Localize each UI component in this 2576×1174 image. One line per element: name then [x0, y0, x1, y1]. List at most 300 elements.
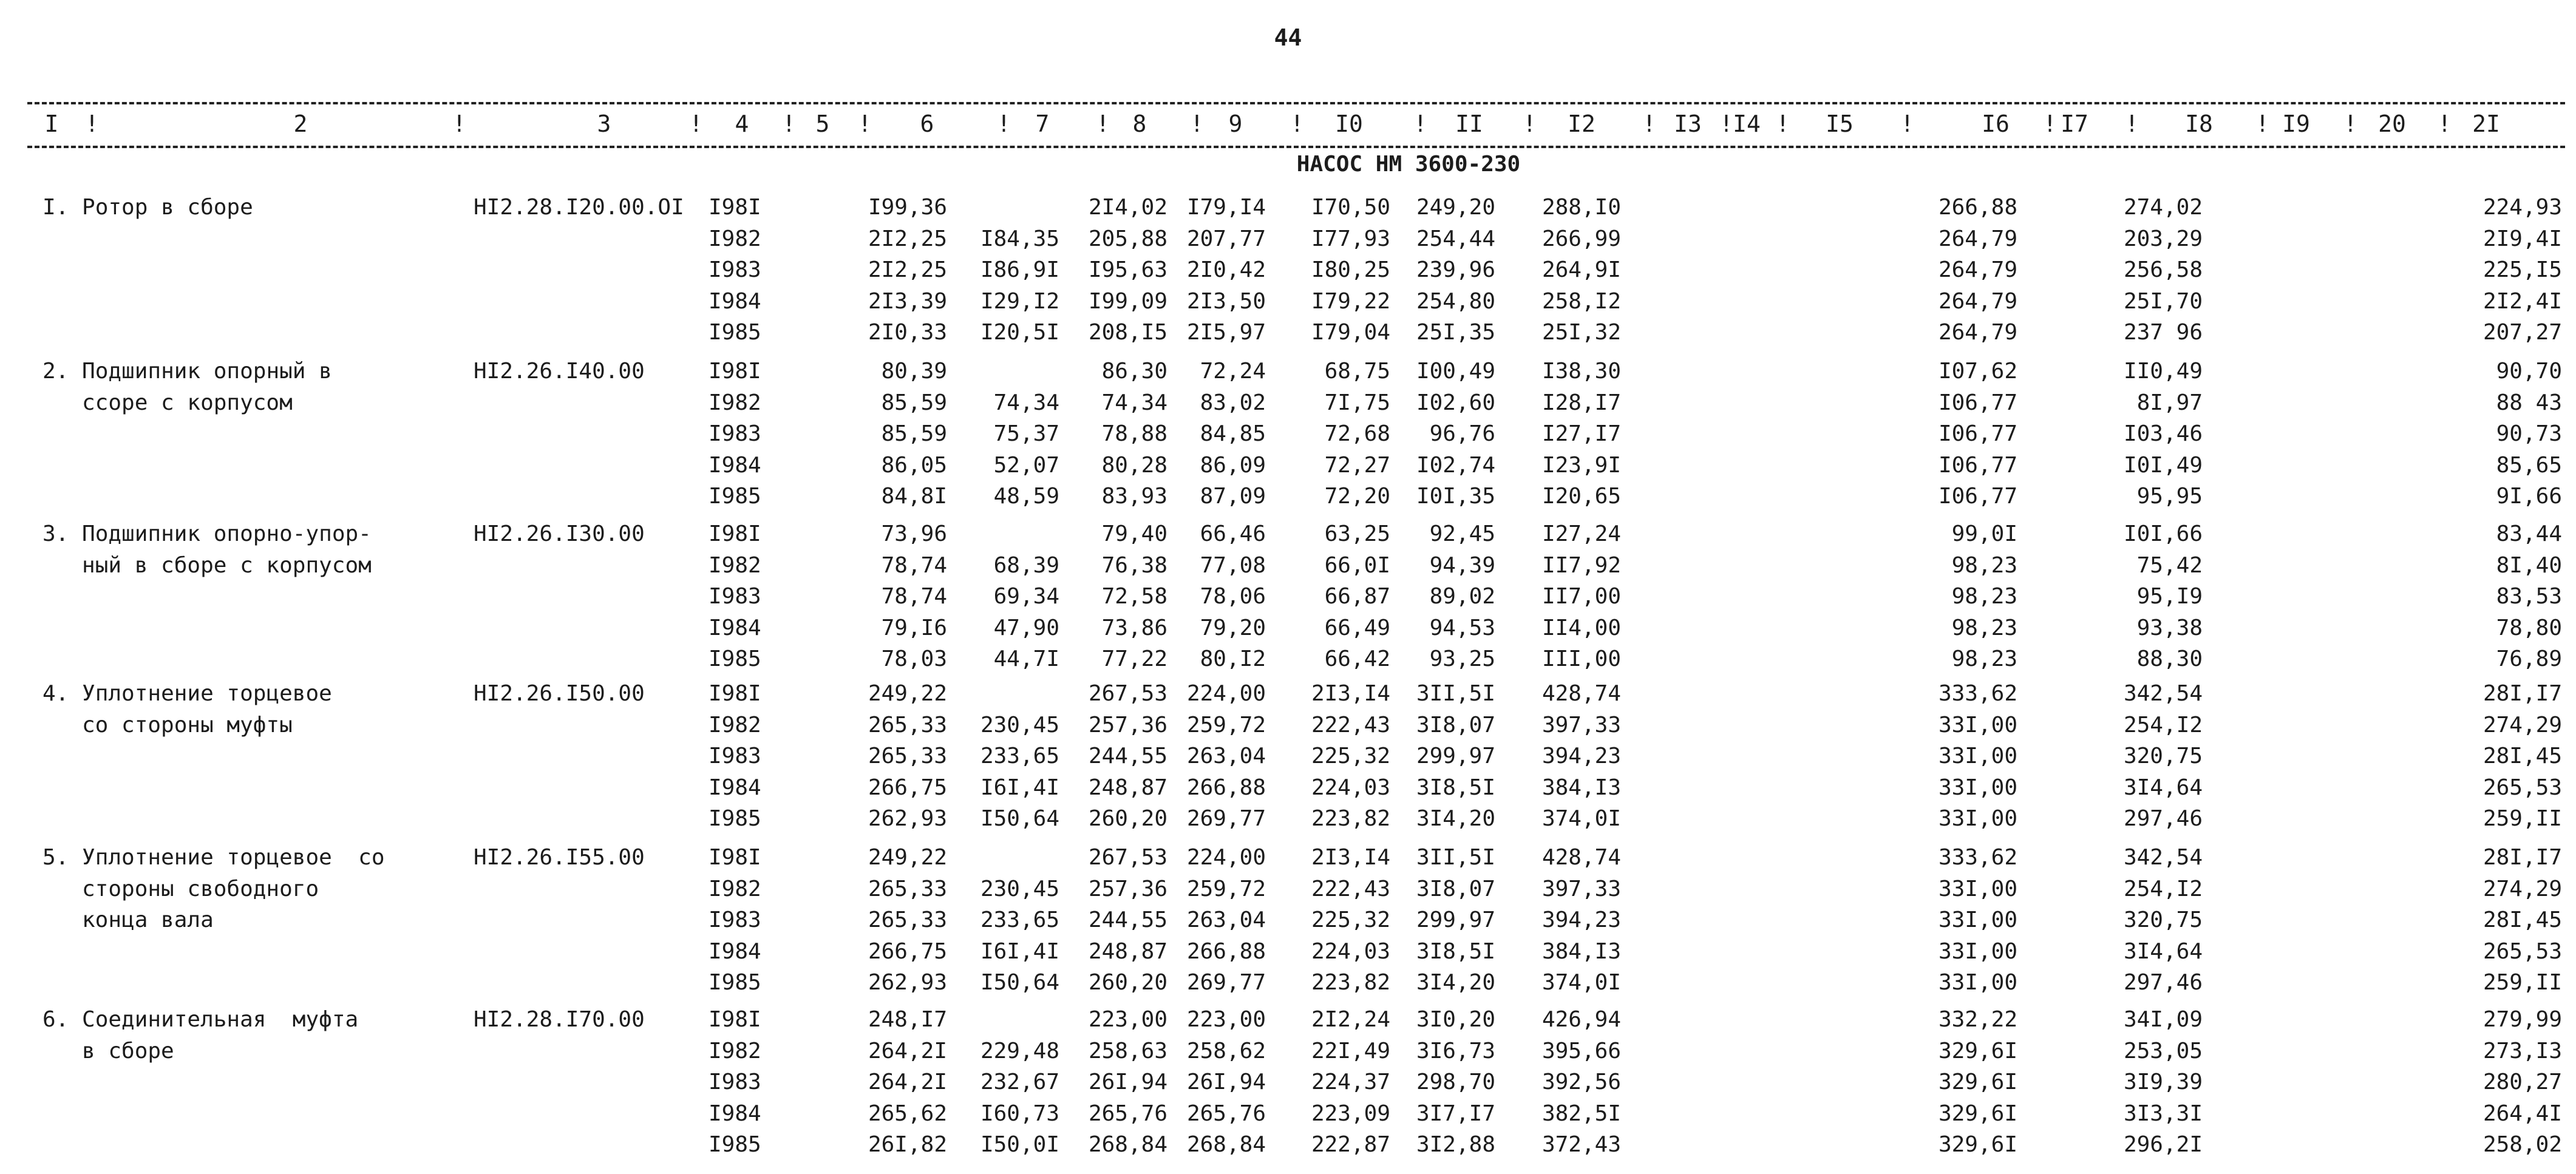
column-separator: !	[689, 110, 703, 137]
cell-c12: II7,00	[1541, 584, 1621, 609]
cell-c11: 3I4,20	[1416, 970, 1495, 995]
column-header-5: 5	[815, 110, 830, 137]
cell-c18: 25I,70	[2123, 288, 2203, 314]
cell-c12: I23,9I	[1541, 452, 1621, 478]
cell-c10: 224,03	[1311, 775, 1390, 800]
cell-c16: 98,23	[1951, 584, 2017, 609]
cell-c21: 2I2,4I	[2483, 288, 2562, 314]
cell-c9: 265,76	[1186, 1101, 1266, 1126]
cell-c12: I27,I7	[1541, 421, 1621, 446]
column-separator: !	[1776, 110, 1790, 137]
column-header-4: 4	[735, 110, 749, 137]
cell-c11: 93,25	[1429, 646, 1495, 671]
cell-c10: 2I2,24	[1311, 1007, 1390, 1032]
cell-c18: I0I,49	[2123, 452, 2203, 478]
cell-c8: 72,58	[1101, 584, 1167, 609]
cell-c10: 72,27	[1324, 452, 1390, 478]
item-code: HI2.28.I70.00	[474, 1007, 645, 1032]
cell-c6: 249,22	[868, 845, 947, 870]
cell-c10: 222,87	[1311, 1132, 1390, 1157]
row-year: I98I	[709, 845, 761, 870]
cell-c12: II4,00	[1541, 615, 1621, 640]
cell-c18: 297,46	[2123, 806, 2203, 831]
cell-c16: 99,0I	[1951, 521, 2017, 546]
cell-c9: 266,88	[1186, 938, 1266, 964]
row-year: I984	[709, 775, 761, 800]
cell-c16: I07,62	[1938, 359, 2017, 384]
cell-c6: 2I0,33	[868, 320, 947, 345]
cell-c10: 66,87	[1324, 584, 1390, 609]
cell-c11: I0I,35	[1416, 484, 1495, 509]
cell-c6: 262,93	[868, 806, 947, 831]
cell-c11: 298,70	[1416, 1070, 1495, 1094]
cell-c6: 80,39	[881, 359, 947, 384]
cell-c12: 384,I3	[1541, 775, 1621, 800]
cell-c12: 25I,32	[1541, 320, 1621, 345]
cell-c10: 225,32	[1311, 744, 1390, 769]
cell-c16: I06,77	[1938, 421, 2017, 446]
cell-c18: 274,02	[2123, 195, 2203, 220]
cell-c21: 2I9,4I	[2483, 226, 2562, 251]
cell-c18: 93,38	[2136, 615, 2203, 640]
cell-c11: 25I,35	[1416, 320, 1495, 345]
cell-c12: 374,0I	[1541, 970, 1621, 995]
cell-c10: I77,93	[1311, 226, 1390, 251]
cell-c8: I95,63	[1088, 257, 1167, 282]
cell-c10: 222,43	[1311, 876, 1390, 901]
cell-c21: 88 43	[2496, 390, 2562, 415]
cell-c11: 94,53	[1429, 615, 1495, 640]
cell-c8: 265,76	[1088, 1101, 1167, 1126]
column-header-18: I8	[2185, 110, 2213, 137]
cell-c8: 77,22	[1101, 646, 1167, 671]
column-separator: !	[1523, 110, 1537, 137]
column-separator: !	[1642, 110, 1656, 137]
row-year: I983	[709, 1070, 761, 1094]
row-year: I984	[709, 452, 761, 478]
cell-c21: 259,II	[2483, 806, 2562, 831]
cell-c18: 254,I2	[2123, 876, 2203, 901]
cell-c11: 3I0,20	[1416, 1007, 1495, 1032]
cell-c6: 73,96	[881, 521, 947, 546]
cell-c6: 78,03	[881, 646, 947, 671]
cell-c10: I70,50	[1311, 195, 1390, 220]
cell-c21: 207,27	[2483, 320, 2562, 345]
row-year: I983	[709, 584, 761, 609]
cell-c6: 265,33	[868, 712, 947, 738]
cell-c16: 264,79	[1938, 288, 2017, 314]
cell-c11: 3I8,5I	[1416, 938, 1495, 964]
cell-c11: 94,39	[1429, 552, 1495, 578]
row-year: I98I	[709, 359, 761, 384]
cell-c18: 254,I2	[2123, 712, 2203, 738]
cell-c18: 342,54	[2123, 845, 2203, 870]
cell-c18: 237 96	[2123, 320, 2203, 345]
cell-c21: 259,II	[2483, 970, 2562, 995]
cell-c12: 288,I0	[1541, 195, 1621, 220]
cell-c21: 225,I5	[2483, 257, 2562, 282]
cell-c9: 266,88	[1186, 775, 1266, 800]
column-header-14: I4	[1733, 110, 1761, 137]
cell-c9: 263,04	[1186, 744, 1266, 769]
cell-c6: 26I,82	[868, 1132, 947, 1157]
row-year: I98I	[709, 521, 761, 546]
row-year: I98I	[709, 1007, 761, 1032]
cell-c6: 78,74	[881, 552, 947, 578]
cell-c12: 428,74	[1541, 845, 1621, 870]
cell-c8: 260,20	[1088, 806, 1167, 831]
column-header-19: I9	[2282, 110, 2310, 137]
cell-c18: 296,2I	[2123, 1132, 2203, 1157]
column-header-8: 8	[1132, 110, 1147, 137]
cell-c8: 248,87	[1088, 938, 1167, 964]
cell-c6: 262,93	[868, 970, 947, 995]
cell-c6: 86,05	[881, 452, 947, 478]
cell-c11: 3I8,5I	[1416, 775, 1495, 800]
cell-c8: 76,38	[1101, 552, 1167, 578]
cell-c21: 280,27	[2483, 1070, 2562, 1094]
cell-c12: 392,56	[1541, 1070, 1621, 1094]
column-header-12: I2	[1568, 110, 1596, 137]
cell-c12: 394,23	[1541, 744, 1621, 769]
cell-c12: III,00	[1541, 646, 1621, 671]
cell-c21: 8I,40	[2496, 552, 2562, 578]
cell-c9: 2I3,50	[1186, 288, 1266, 314]
cell-c18: 256,58	[2123, 257, 2203, 282]
cell-c10: 66,0I	[1324, 552, 1390, 578]
cell-c11: 299,97	[1416, 908, 1495, 932]
row-year: I983	[709, 257, 761, 282]
row-year: I985	[709, 806, 761, 831]
cell-c6: 249,22	[868, 681, 947, 706]
row-year: I982	[709, 226, 761, 251]
row-year: I985	[709, 646, 761, 671]
cell-c16: 329,6I	[1938, 1132, 2017, 1157]
column-separator: !	[858, 110, 872, 137]
cell-c21: 90,70	[2496, 359, 2562, 384]
cell-c8: 73,86	[1101, 615, 1167, 640]
cell-c7: I86,9I	[980, 257, 1059, 282]
cell-c10: I79,04	[1311, 320, 1390, 345]
cell-c7: I50,64	[980, 970, 1059, 995]
cell-c18: 3I9,39	[2123, 1070, 2203, 1094]
row-year: I985	[709, 1132, 761, 1157]
cell-c16: 264,79	[1938, 226, 2017, 251]
cell-c11: I02,74	[1416, 452, 1495, 478]
cell-c9: 2I5,97	[1186, 320, 1266, 345]
cell-c16: 329,6I	[1938, 1038, 2017, 1064]
cell-c9: 77,08	[1200, 552, 1266, 578]
cell-c9: 2I0,42	[1186, 257, 1266, 282]
item-name-line: со стороны муфты	[82, 712, 293, 738]
cell-c6: 266,75	[868, 775, 947, 800]
column-separator: !	[1190, 110, 1204, 137]
column-separator: !	[452, 110, 466, 137]
cell-c9: 258,62	[1186, 1038, 1266, 1064]
column-separator: !	[1413, 110, 1427, 137]
cell-c9: 224,00	[1186, 845, 1266, 870]
cell-c21: 224,93	[2483, 195, 2562, 220]
cell-c16: 33I,00	[1938, 908, 2017, 932]
item-code: HI2.26.I30.00	[474, 521, 645, 546]
page-number: 44	[1274, 24, 1302, 51]
cell-c8: 267,53	[1088, 681, 1167, 706]
cell-c10: 72,20	[1324, 484, 1390, 509]
column-header-10: I0	[1335, 110, 1363, 137]
cell-c16: 33I,00	[1938, 775, 2017, 800]
cell-c21: 83,44	[2496, 521, 2562, 546]
cell-c18: 320,75	[2123, 908, 2203, 932]
cell-c7: 44,7I	[993, 646, 1059, 671]
cell-c9: 259,72	[1186, 712, 1266, 738]
cell-c11: I00,49	[1416, 359, 1495, 384]
cell-c9: 26I,94	[1186, 1070, 1266, 1094]
cell-c11: 92,45	[1429, 521, 1495, 546]
column-separator: !	[2125, 110, 2139, 137]
cell-c7: I60,73	[980, 1101, 1059, 1126]
cell-c10: I79,22	[1311, 288, 1390, 314]
cell-c10: 66,49	[1324, 615, 1390, 640]
cell-c8: 268,84	[1088, 1132, 1167, 1157]
cell-c9: I79,I4	[1186, 195, 1266, 220]
cell-c7: 47,90	[993, 615, 1059, 640]
cell-c11: 3I2,88	[1416, 1132, 1495, 1157]
cell-c18: I03,46	[2123, 421, 2203, 446]
cell-c10: 72,68	[1324, 421, 1390, 446]
row-year: I984	[709, 938, 761, 964]
cell-c11: 96,76	[1429, 421, 1495, 446]
cell-c6: 265,62	[868, 1101, 947, 1126]
cell-c16: 329,6I	[1938, 1101, 2017, 1126]
cell-c7: I20,5I	[980, 320, 1059, 345]
cell-c7: I84,35	[980, 226, 1059, 251]
cell-c18: 3I4,64	[2123, 938, 2203, 964]
cell-c21: 76,89	[2496, 646, 2562, 671]
cell-c6: 264,2I	[868, 1038, 947, 1064]
cell-c7: I50,64	[980, 806, 1059, 831]
row-year: I985	[709, 484, 761, 509]
cell-c6: 265,33	[868, 908, 947, 932]
cell-c12: 395,66	[1541, 1038, 1621, 1064]
column-header-1: I	[44, 110, 59, 137]
cell-c7: 229,48	[980, 1038, 1059, 1064]
cell-c16: 33I,00	[1938, 970, 2017, 995]
cell-c8: 244,55	[1088, 744, 1167, 769]
cell-c6: 79,I6	[881, 615, 947, 640]
cell-c10: 22I,49	[1311, 1038, 1390, 1064]
cell-c11: 3I8,07	[1416, 712, 1495, 738]
cell-c9: 87,09	[1200, 484, 1266, 509]
cell-c10: 68,75	[1324, 359, 1390, 384]
cell-c7: 232,67	[980, 1070, 1059, 1094]
column-header-17: I7	[2061, 110, 2088, 137]
cell-c16: 98,23	[1951, 615, 2017, 640]
header-top-rule	[27, 102, 2565, 104]
cell-c8: 223,00	[1088, 1007, 1167, 1032]
cell-c12: 426,94	[1541, 1007, 1621, 1032]
cell-c21: 273,I3	[2483, 1038, 2562, 1064]
cell-c6: 84,8I	[881, 484, 947, 509]
cell-c21: 28I,I7	[2483, 845, 2562, 870]
column-separator: !	[1719, 110, 1733, 137]
cell-c12: 258,I2	[1541, 288, 1621, 314]
cell-c12: II7,92	[1541, 552, 1621, 578]
cell-c9: 72,24	[1200, 359, 1266, 384]
item-name-line: 6. Соединительная муфта	[42, 1007, 359, 1032]
cell-c7: I50,0I	[980, 1132, 1059, 1157]
cell-c9: 224,00	[1186, 681, 1266, 706]
cell-c6: 2I2,25	[868, 226, 947, 251]
cell-c11: 89,02	[1429, 584, 1495, 609]
column-separator: !	[1290, 110, 1304, 137]
cell-c9: 83,02	[1200, 390, 1266, 415]
row-year: I982	[709, 712, 761, 738]
cell-c16: 33I,00	[1938, 938, 2017, 964]
cell-c16: 264,79	[1938, 320, 2017, 345]
cell-c21: 28I,45	[2483, 908, 2562, 932]
cell-c6: 85,59	[881, 421, 947, 446]
cell-c9: 79,20	[1200, 615, 1266, 640]
cell-c6: 265,33	[868, 876, 947, 901]
row-year: I984	[709, 615, 761, 640]
cell-c18: 75,42	[2136, 552, 2203, 578]
cell-c12: I28,I7	[1541, 390, 1621, 415]
cell-c18: II0,49	[2123, 359, 2203, 384]
cell-c8: 26I,94	[1088, 1070, 1167, 1094]
cell-c11: 3II,5I	[1416, 845, 1495, 870]
cell-c8: 267,53	[1088, 845, 1167, 870]
cell-c6: 266,75	[868, 938, 947, 964]
column-header-6: 6	[920, 110, 934, 137]
cell-c10: 223,09	[1311, 1101, 1390, 1126]
cell-c21: 264,4I	[2483, 1101, 2562, 1126]
cell-c6: 248,I7	[868, 1007, 947, 1032]
cell-c7: I29,I2	[980, 288, 1059, 314]
column-separator: !	[2043, 110, 2057, 137]
column-header-2: 2	[293, 110, 308, 137]
cell-c16: 333,62	[1938, 845, 2017, 870]
cell-c21: 85,65	[2496, 452, 2562, 478]
cell-c10: 2I3,I4	[1311, 845, 1390, 870]
cell-c10: 223,82	[1311, 970, 1390, 995]
column-header-21: 2I	[2472, 110, 2500, 137]
cell-c8: 79,40	[1101, 521, 1167, 546]
cell-c18: 95,95	[2136, 484, 2203, 509]
cell-c12: 394,23	[1541, 908, 1621, 932]
item-name-line: 3. Подшипник опорно-упор-	[42, 521, 372, 546]
cell-c21: 265,53	[2483, 775, 2562, 800]
item-code: HI2.26.I55.00	[474, 845, 645, 870]
item-name-line: I. Ротор в сборе	[42, 195, 253, 220]
cell-c18: 3I4,64	[2123, 775, 2203, 800]
cell-c7: 74,34	[993, 390, 1059, 415]
cell-c8: 74,34	[1101, 390, 1167, 415]
cell-c18: 88,30	[2136, 646, 2203, 671]
cell-c7: 75,37	[993, 421, 1059, 446]
row-year: I984	[709, 288, 761, 314]
cell-c12: 397,33	[1541, 712, 1621, 738]
cell-c8: 248,87	[1088, 775, 1167, 800]
section-title: НАСОС НМ 3600-230	[1296, 152, 1521, 177]
cell-c21: 78,80	[2496, 615, 2562, 640]
cell-c11: 3I8,07	[1416, 876, 1495, 901]
row-year: I982	[709, 552, 761, 578]
cell-c21: 274,29	[2483, 712, 2562, 738]
cell-c7: 48,59	[993, 484, 1059, 509]
column-separator: !	[2438, 110, 2452, 137]
cell-c16: 33I,00	[1938, 806, 2017, 831]
row-year: I982	[709, 1038, 761, 1064]
cell-c11: 299,97	[1416, 744, 1495, 769]
row-year: I982	[709, 876, 761, 901]
cell-c11: 3II,5I	[1416, 681, 1495, 706]
cell-c11: 3I4,20	[1416, 806, 1495, 831]
cell-c12: 428,74	[1541, 681, 1621, 706]
cell-c6: 264,2I	[868, 1070, 947, 1094]
cell-c12: 264,9I	[1541, 257, 1621, 282]
cell-c6: 2I2,25	[868, 257, 947, 282]
cell-c7: 233,65	[980, 744, 1059, 769]
cell-c21: 28I,I7	[2483, 681, 2562, 706]
column-separator: !	[1096, 110, 1110, 137]
cell-c16: 264,79	[1938, 257, 2017, 282]
cell-c9: 259,72	[1186, 876, 1266, 901]
cell-c16: 329,6I	[1938, 1070, 2017, 1094]
cell-c8: 205,88	[1088, 226, 1167, 251]
cell-c21: 258,02	[2483, 1132, 2562, 1157]
cell-c12: 266,99	[1541, 226, 1621, 251]
cell-c11: 249,20	[1416, 195, 1495, 220]
cell-c8: 257,36	[1088, 876, 1167, 901]
row-year: I983	[709, 908, 761, 932]
cell-c21: 265,53	[2483, 938, 2562, 964]
cell-c18: 203,29	[2123, 226, 2203, 251]
cell-c11: I02,60	[1416, 390, 1495, 415]
column-header-7: 7	[1035, 110, 1050, 137]
item-code: HI2.26.I40.00	[474, 359, 645, 384]
cell-c7: 68,39	[993, 552, 1059, 578]
header-bottom-rule	[27, 146, 2565, 148]
cell-c8: 257,36	[1088, 712, 1167, 738]
column-header-9: 9	[1228, 110, 1243, 137]
column-header-20: 20	[2378, 110, 2406, 137]
cell-c21: 90,73	[2496, 421, 2562, 446]
cell-c8: 2I4,02	[1088, 195, 1167, 220]
cell-c12: I20,65	[1541, 484, 1621, 509]
cell-c10: 2I3,I4	[1311, 681, 1390, 706]
cell-c16: 266,88	[1938, 195, 2017, 220]
cell-c9: 66,46	[1200, 521, 1266, 546]
cell-c16: 98,23	[1951, 646, 2017, 671]
item-name-line: 2. Подшипник опорный в	[42, 359, 332, 384]
cell-c11: 254,44	[1416, 226, 1495, 251]
cell-c12: 384,I3	[1541, 938, 1621, 964]
cell-c16: I06,77	[1938, 484, 2017, 509]
cell-c8: 258,63	[1088, 1038, 1167, 1064]
column-separator: !	[1900, 110, 1914, 137]
cell-c10: 224,03	[1311, 938, 1390, 964]
cell-c10: 7I,75	[1324, 390, 1390, 415]
row-year: I983	[709, 744, 761, 769]
item-name-line: стороны свободного	[82, 876, 319, 901]
cell-c18: 342,54	[2123, 681, 2203, 706]
item-name-line: 5. Уплотнение торцевое со	[42, 845, 385, 870]
cell-c6: 85,59	[881, 390, 947, 415]
row-year: I98I	[709, 681, 761, 706]
column-separator: !	[2343, 110, 2357, 137]
cell-c9: 268,84	[1186, 1132, 1266, 1157]
cell-c16: 33I,00	[1938, 712, 2017, 738]
